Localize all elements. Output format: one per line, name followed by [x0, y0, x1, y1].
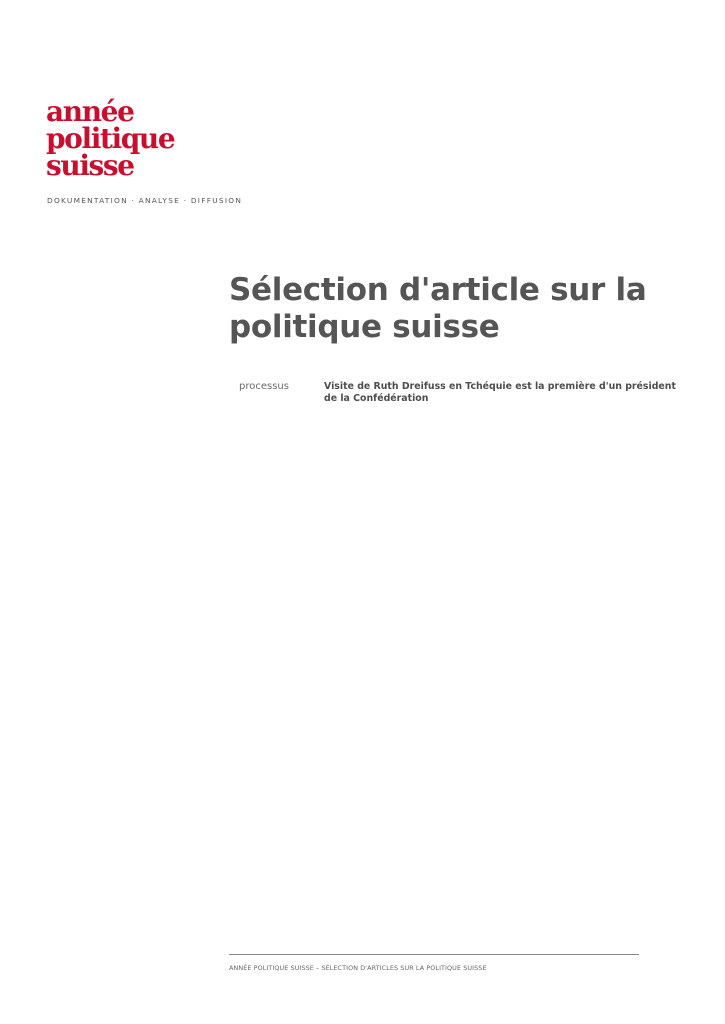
logo-tagline: DOKUMENTATION · ANALYSE · DIFFUSION [47, 196, 243, 205]
logo-line-annee: année [46, 95, 134, 128]
footer-text: ANNÉE POLITIQUE SUISSE – SÉLECTION D'ARTICLES SUR LA POLITIQUE SUISSE [229, 964, 487, 972]
footer-divider [229, 954, 639, 955]
logo-line-suisse: suisse [46, 149, 134, 182]
list-item [239, 381, 679, 404]
entry-type: processus [239, 381, 289, 392]
document-title: Sélection d'article sur la politique suisse [229, 272, 647, 345]
logo-line-politique: politique [46, 122, 175, 155]
logo [46, 95, 246, 182]
entry-title: Visite de Ruth Dreifuss en Tchéquie est la première d'un président de la Confédération [324, 381, 676, 404]
